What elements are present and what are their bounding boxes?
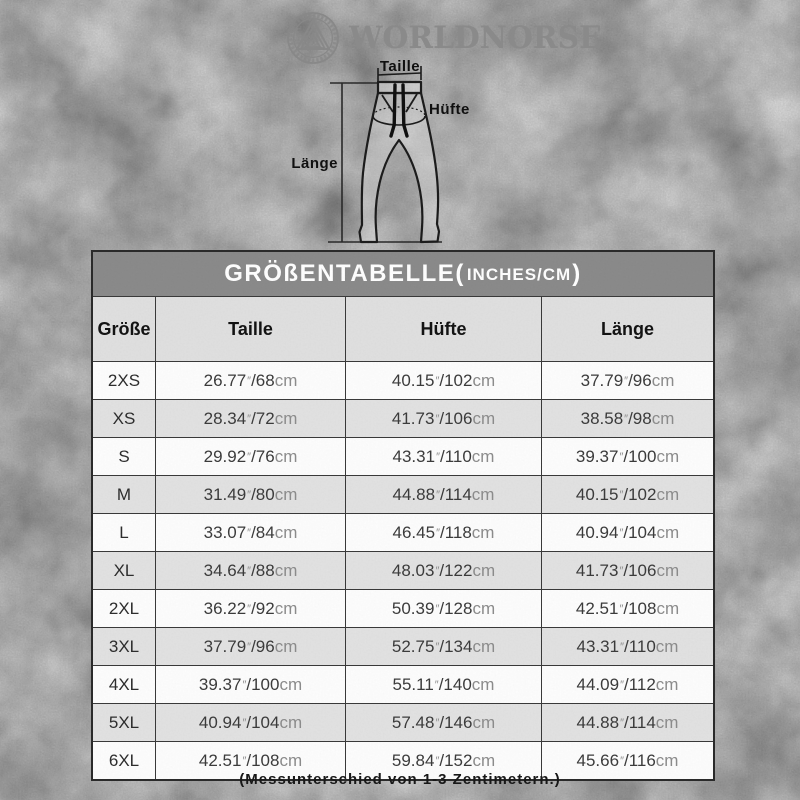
size-table xyxy=(91,250,715,781)
hip-cell: 46.45 ″ /118 cm xyxy=(345,514,541,551)
waist-cell: 28.34 ″ /72 cm xyxy=(155,400,345,437)
length-cell: 38.58 ″ /98 cm xyxy=(541,400,713,437)
hip-cell: 52.75 ″ /134 cm xyxy=(345,628,541,665)
hip-cell: 44.88 ″ /114 cm xyxy=(345,476,541,513)
table-title xyxy=(93,252,713,296)
hip-cell: 57.48 ″ /146 cm xyxy=(345,704,541,741)
waist-cell: 31.49 ″ /80 cm xyxy=(155,476,345,513)
length-cell: 41.73 ″ /106 cm xyxy=(541,552,713,589)
length-cell: 40.15 ″ /102 cm xyxy=(541,476,713,513)
size-cell-label: 3XL xyxy=(108,636,140,656)
hip-cell: 48.03 ″ /122 cm xyxy=(345,552,541,589)
size-cell-label: XS xyxy=(112,408,136,428)
table-row-m xyxy=(93,475,713,513)
size-cell-label: XL xyxy=(113,560,135,580)
column-header-waist: Taille xyxy=(155,297,345,361)
length-cell: 40.94 ″ /104 cm xyxy=(541,514,713,551)
length-cell: 37.79 ″ /96 cm xyxy=(541,362,713,399)
table-header-row xyxy=(93,296,713,361)
table-title-main: GRÖßENTABELLE( xyxy=(224,260,465,287)
waist-cell: 42.51 ″ /108 cm xyxy=(155,742,345,779)
waist-cell: 39.37 ″ /100 cm xyxy=(155,666,345,703)
length-cell: 45.66 ″ /116 cm xyxy=(541,742,713,779)
pants-diagram xyxy=(270,55,500,250)
length-cell: 43.31 ″ /110 cm xyxy=(541,628,713,665)
column-header-hip: Hüfte xyxy=(345,297,541,361)
hip-cell: 40.15 ″ /102 cm xyxy=(345,362,541,399)
brand-name: WORLDNORSE xyxy=(349,20,602,56)
hip-cell: 55.11 ″ /140 cm xyxy=(345,666,541,703)
size-cell-label: 4XL xyxy=(108,674,140,694)
table-row-3xl xyxy=(93,627,713,665)
hip-cell: 59.84 ″ /152 cm xyxy=(345,742,541,779)
waist-cell: 33.07 ″ /84 cm xyxy=(155,514,345,551)
hip-cell: 50.39 ″ /128 cm xyxy=(345,590,541,627)
length-cell: 44.09 ″ /112 cm xyxy=(541,666,713,703)
table-row-5xl xyxy=(93,703,713,741)
column-header-length: Länge xyxy=(541,297,713,361)
table-row-xl xyxy=(93,551,713,589)
size-cell-label: L xyxy=(119,522,129,542)
waist-cell: 34.64 ″ /88 cm xyxy=(155,552,345,589)
length-cell: 42.51 ″ /108 cm xyxy=(541,590,713,627)
table-row-2xl xyxy=(93,589,713,627)
table-row-4xl xyxy=(93,665,713,703)
hip-cell: 41.73 ″ /106 cm xyxy=(345,400,541,437)
waist-cell: 29.92 ″ /76 cm xyxy=(155,438,345,475)
table-title-unit: INCHES/CM xyxy=(466,265,572,284)
hip-label: Hüfte xyxy=(429,101,470,118)
waist-cell: 36.22 ″ /92 cm xyxy=(155,590,345,627)
size-cell-label: 6XL xyxy=(108,750,140,770)
table-row-l xyxy=(93,513,713,551)
column-header-size: Größe xyxy=(97,318,151,339)
table-row-s xyxy=(93,437,713,475)
size-cell-label: M xyxy=(116,484,132,504)
size-cell-label: 2XS xyxy=(107,370,141,390)
table-body xyxy=(93,361,713,779)
table-row-2xs xyxy=(93,361,713,399)
table-title-close: ) xyxy=(572,260,582,287)
valknut-logo-icon xyxy=(286,11,340,65)
size-cell-label: 2XL xyxy=(108,598,140,618)
hip-cell: 43.31 ″ /110 cm xyxy=(345,438,541,475)
length-cell: 44.88 ″ /114 cm xyxy=(541,704,713,741)
length-cell: 39.37 ″ /100 cm xyxy=(541,438,713,475)
waist-label: Taille xyxy=(379,58,421,75)
waist-cell: 26.77 ″ /68 cm xyxy=(155,362,345,399)
length-label: Länge xyxy=(291,155,338,172)
table-row-xs xyxy=(93,399,713,437)
pants-outline xyxy=(360,82,440,242)
size-cell-label: 5XL xyxy=(108,712,140,732)
waist-cell: 37.79 ″ /96 cm xyxy=(155,628,345,665)
size-cell-label: S xyxy=(118,446,130,466)
waist-cell: 40.94 ″ /104 cm xyxy=(155,704,345,741)
measurement-note: (Messunterschied von 1-3 Zentimetern.) xyxy=(239,771,561,788)
